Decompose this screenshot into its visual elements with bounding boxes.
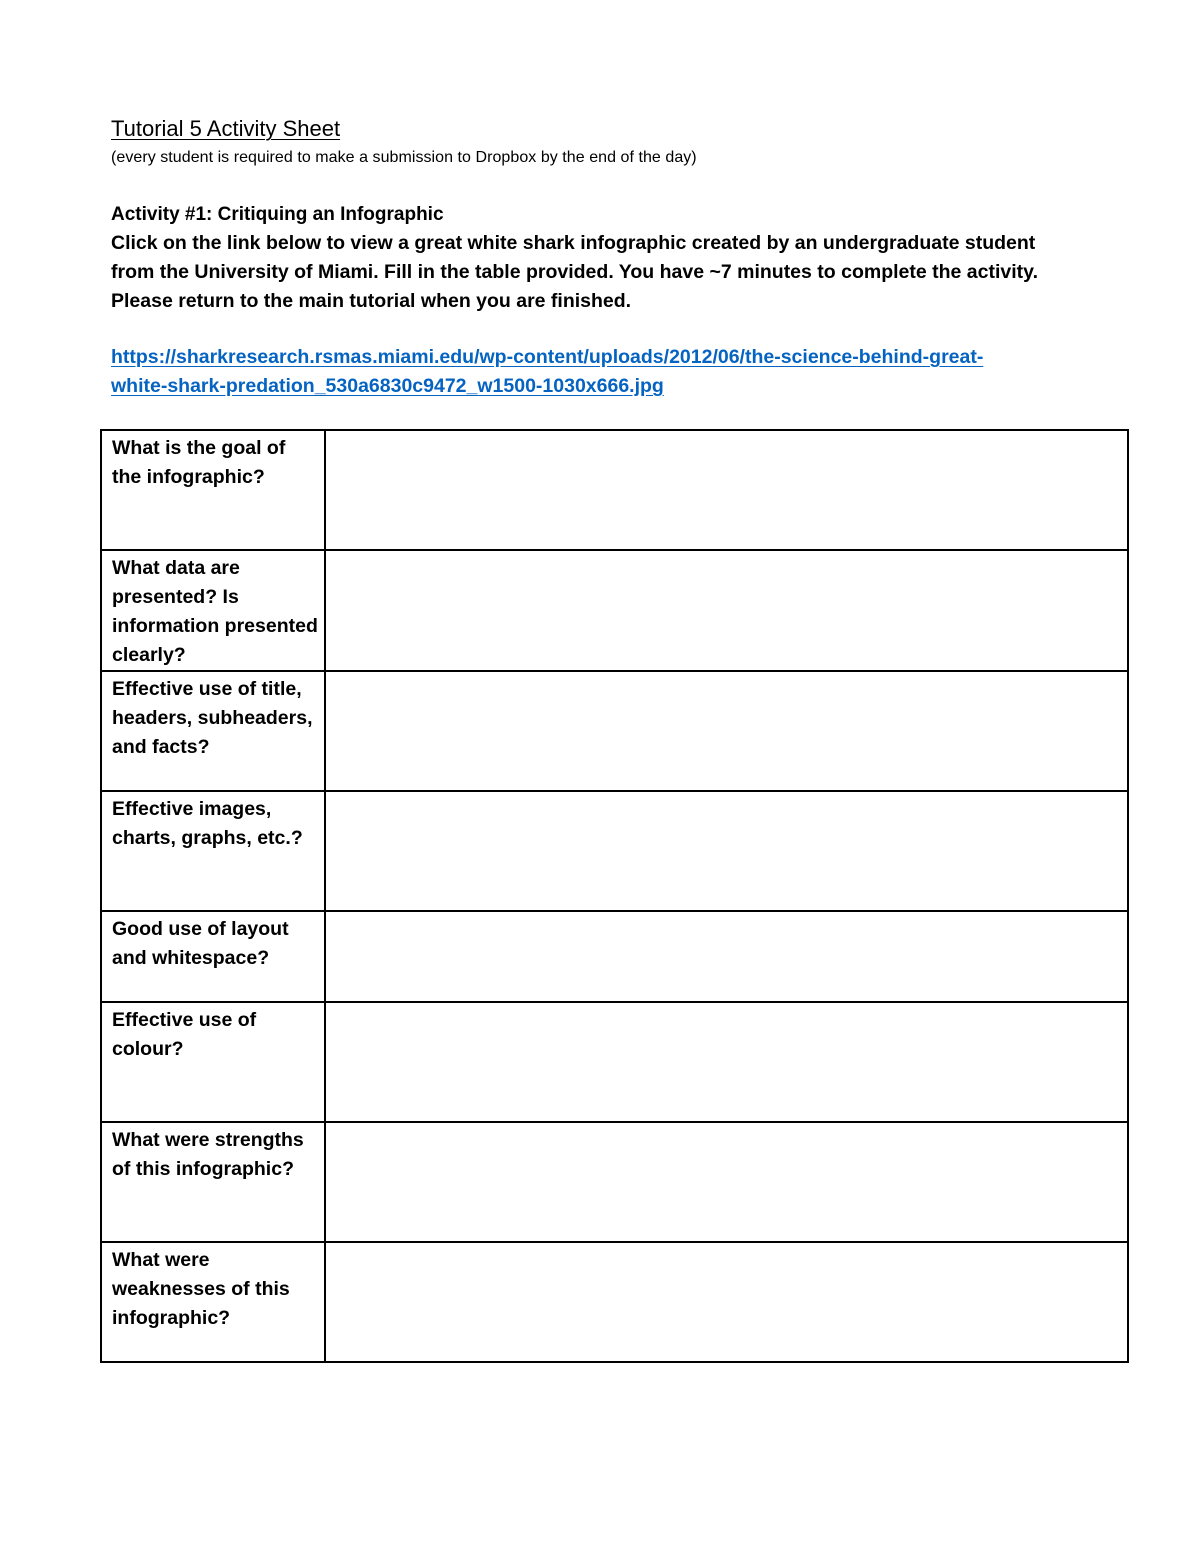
page-title: Tutorial 5 Activity Sheet: [111, 116, 341, 141]
instructions-line: from the University of Miami. Fill in the table provided. You have ~7 minutes to complete the activity.: [111, 261, 1038, 283]
table-row: [101, 911, 1128, 1002]
answer-cell[interactable]: [325, 671, 1128, 791]
table-row: [101, 430, 1128, 550]
answer-cell[interactable]: [325, 911, 1128, 1002]
question-cell: What data are presented? Is information presented clearly?: [101, 550, 325, 671]
table-row: [101, 1122, 1128, 1242]
link-line[interactable]: https://sharkresearch.rsmas.miami.edu/wp-content/uploads/2012/06/the-science-behind-great-: [111, 346, 984, 368]
answer-cell[interactable]: [325, 550, 1128, 671]
table-row: [101, 1002, 1128, 1122]
table-row: [101, 550, 1128, 671]
table-row: [101, 1242, 1128, 1362]
link-line[interactable]: white-shark-predation_530a6830c9472_w1500-1030x666.jpg: [111, 375, 664, 397]
answer-cell[interactable]: [325, 1242, 1128, 1362]
question-cell: What were weaknesses of this infographic?: [101, 1242, 325, 1362]
question-cell: Effective use of title, headers, subheaders, and facts?: [101, 671, 325, 791]
activity-instructions: [111, 229, 1111, 316]
question-cell: What is the goal of the infographic?: [101, 430, 325, 550]
activity-heading: Activity #1: Critiquing an Infographic: [111, 204, 444, 225]
page-subtitle: (every student is required to make a submission to Dropbox by the end of the day): [111, 149, 697, 166]
table-row: [101, 671, 1128, 791]
table-row: [101, 791, 1128, 911]
instructions-line: Click on the link below to view a great white shark infographic created by an undergraduate student: [111, 232, 1036, 254]
answer-cell[interactable]: [325, 1002, 1128, 1122]
instructions-line: Please return to the main tutorial when you are finished.: [111, 290, 632, 312]
answer-cell[interactable]: [325, 791, 1128, 911]
answer-cell[interactable]: [325, 1122, 1128, 1242]
infographic-link[interactable]: [111, 343, 1071, 401]
critique-table: [100, 429, 1129, 1363]
question-cell: What were strengths of this infographic?: [101, 1122, 325, 1242]
answer-cell[interactable]: [325, 430, 1128, 550]
question-cell: Effective images, charts, graphs, etc.?: [101, 791, 325, 911]
question-cell: Good use of layout and whitespace?: [101, 911, 325, 1002]
question-cell: Effective use of colour?: [101, 1002, 325, 1122]
